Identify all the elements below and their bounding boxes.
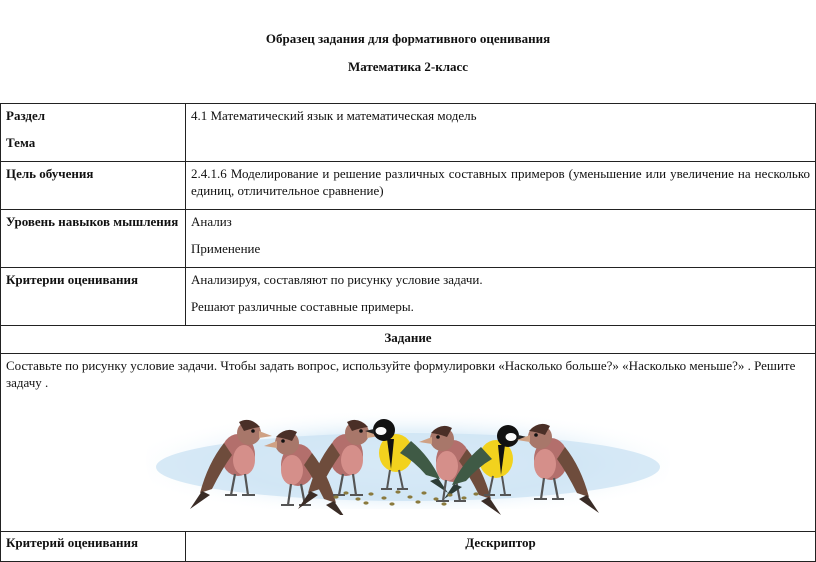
skills-analysis: Анализ: [191, 214, 232, 229]
assessment-table-container: [0, 103, 816, 562]
task-heading: Задание: [1, 326, 816, 354]
criteria-2: Решают различные составные примеры.: [191, 299, 414, 314]
birds-illustration: [6, 405, 810, 515]
criteria-1: Анализируя, составляют по рисунку условие задачи.: [191, 272, 483, 287]
section-value: 4.1 Математический язык и математическая модель: [186, 104, 816, 162]
goal-value: 2.4.1.6 Моделирование и решение различных составных примеров (уменьшение или увеличение на несколько единиц, отличительное сравнение): [186, 162, 816, 210]
goal-row: [1, 162, 816, 210]
criteria-label: Критерии оценивания: [1, 268, 186, 326]
document-subtitle: Математика 2-класс: [347, 59, 469, 74]
section-label: Раздел: [6, 108, 46, 123]
criterion-header: Критерий оценивания: [1, 532, 186, 562]
skills-row: [1, 210, 816, 268]
footer-row: [1, 532, 816, 562]
skills-label: Уровень навыков мышления: [1, 210, 186, 268]
criteria-row: [1, 268, 816, 326]
topic-label: Тема: [6, 135, 36, 150]
task-text: Составьте по рисунку условие задачи. Чтобы задать вопрос, используйте формулировки «Насколько больше?» «Насколько меньше?» . Решите задачу .: [6, 358, 796, 390]
assessment-table: [0, 103, 816, 562]
birds-picture: [6, 405, 812, 515]
document-title: Образец задания для формативного оценивания: [265, 31, 551, 46]
descriptor-header: Дескриптор: [186, 532, 816, 562]
goal-label: Цель обучения: [1, 162, 186, 210]
section-row: [1, 104, 816, 162]
task-row: [1, 354, 816, 532]
skills-application: Применение: [191, 241, 261, 256]
task-heading-row: [1, 326, 816, 354]
